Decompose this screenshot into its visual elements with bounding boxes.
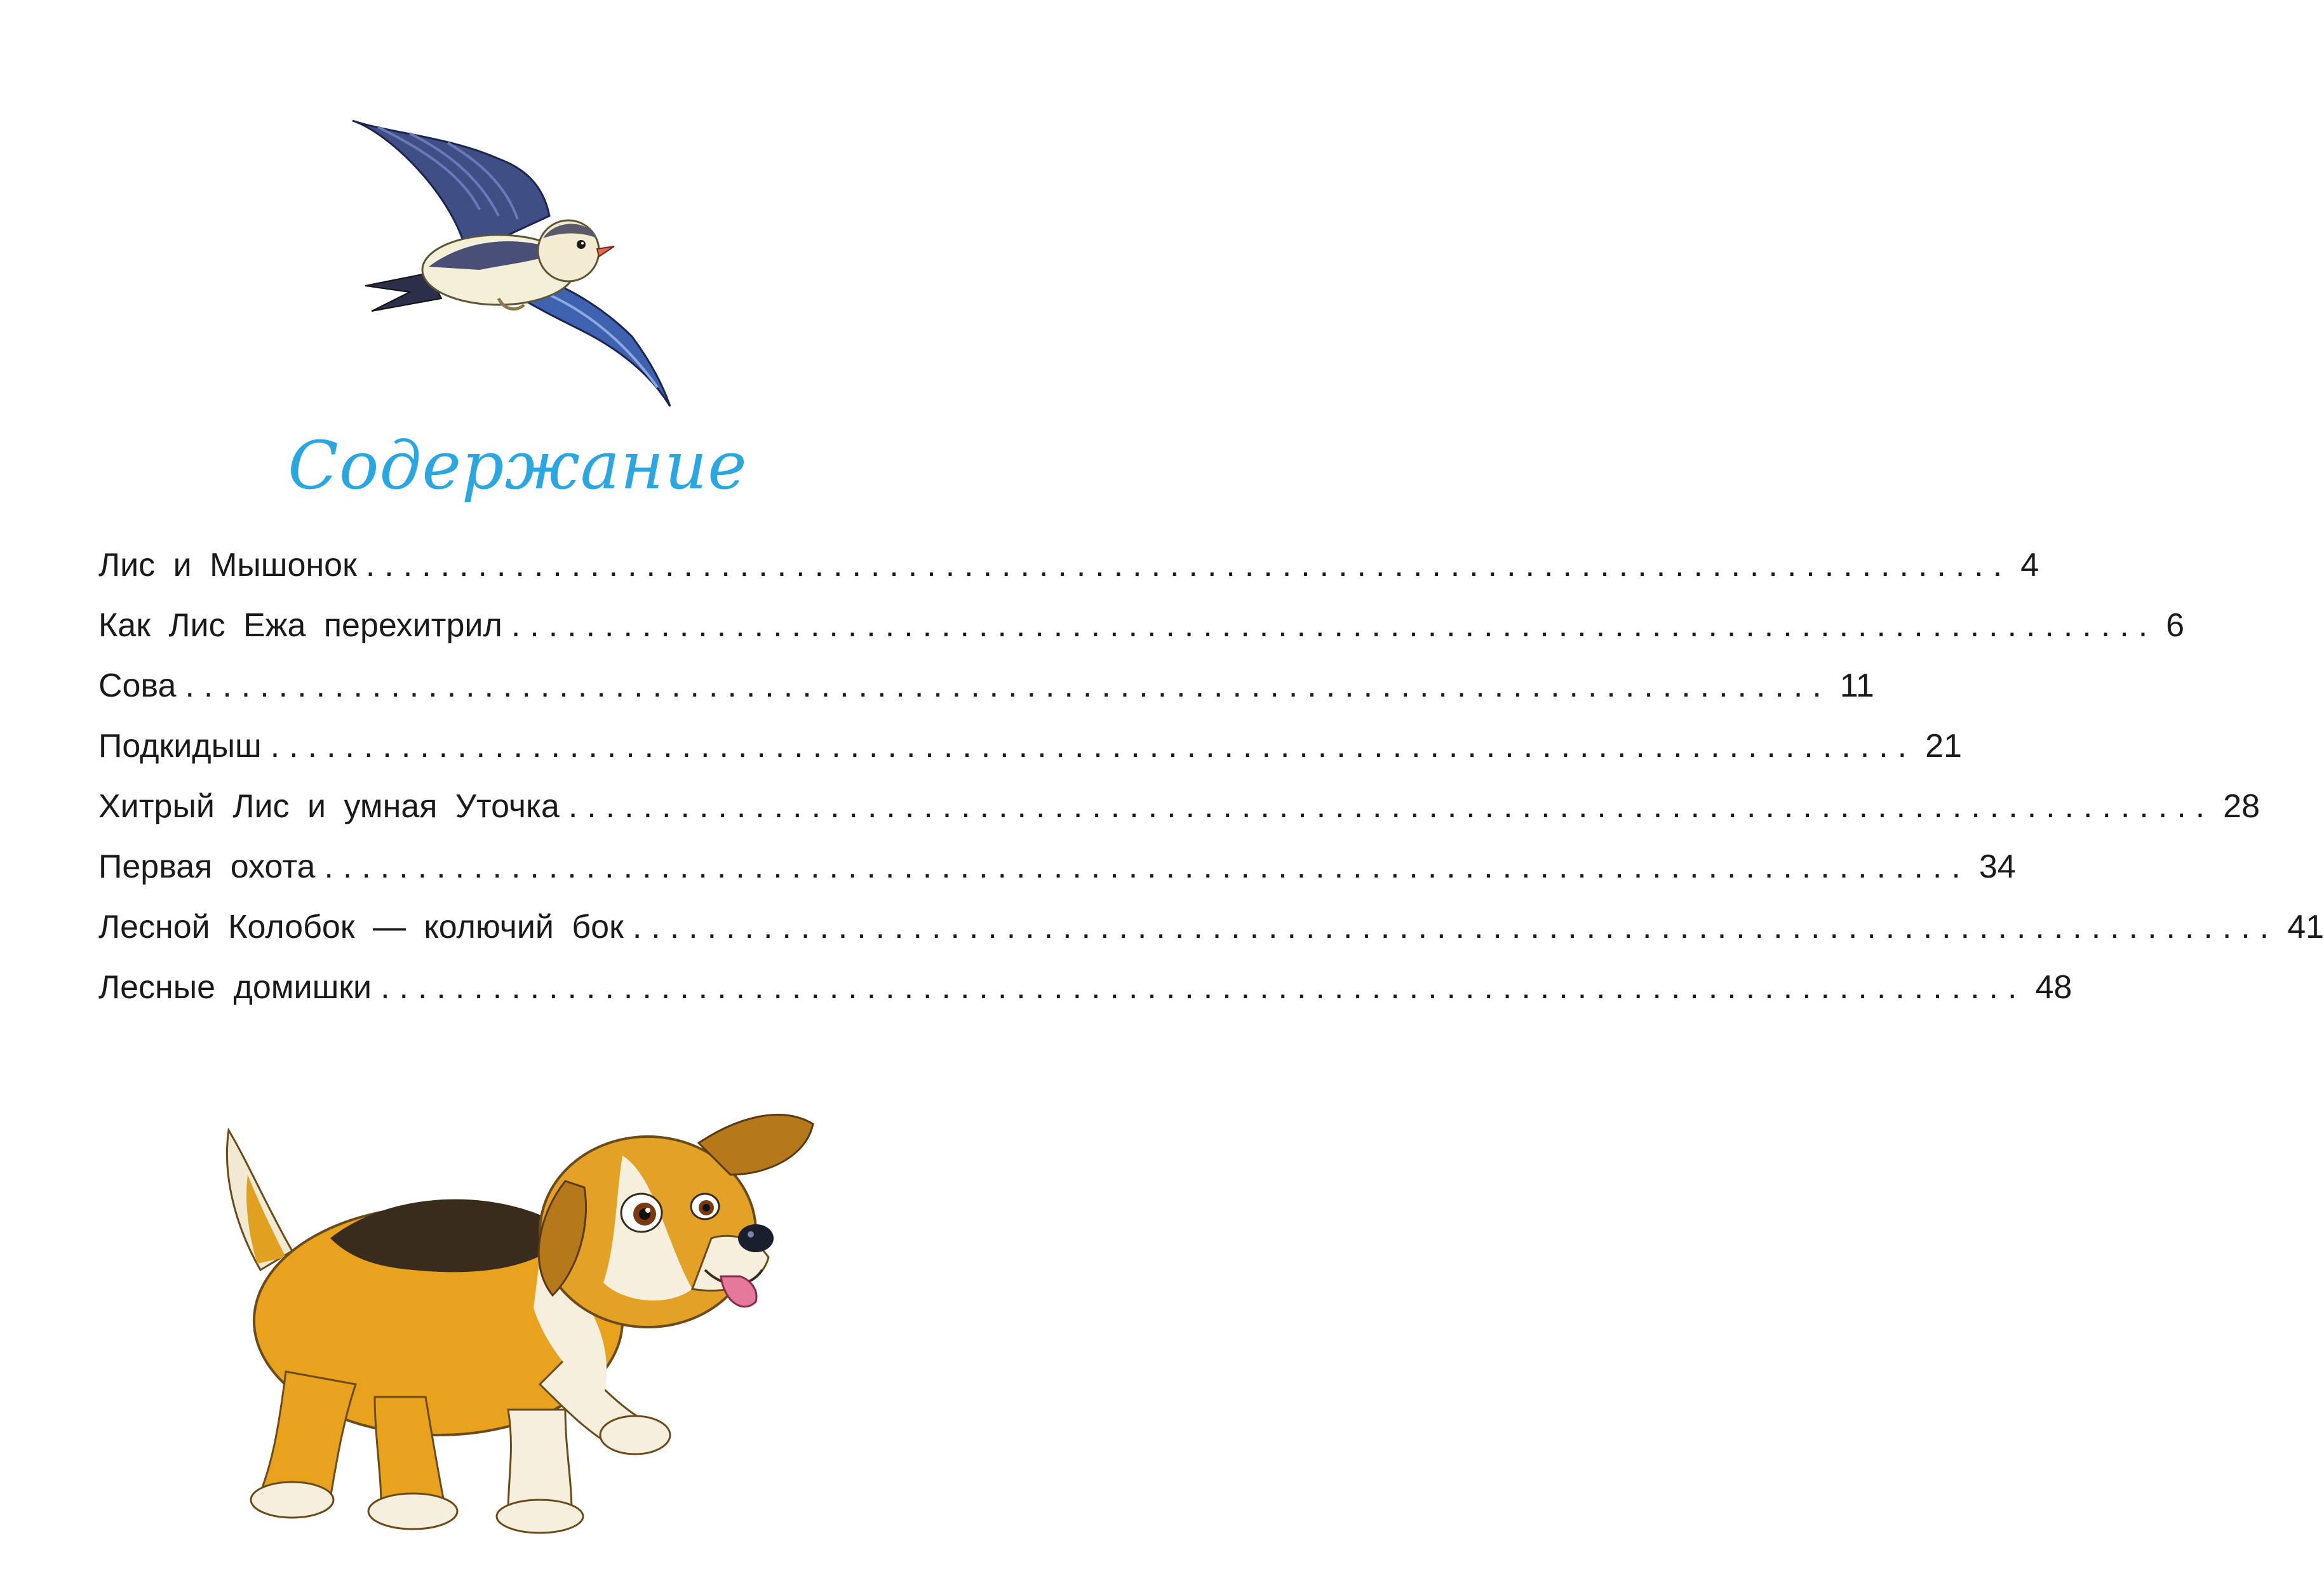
toc-leader-dots: ........................................................................................ [365,547,2012,584]
toc-entry[interactable] [98,968,2072,1029]
toc-entry-title: Подкидыш [98,728,262,765]
table-of-contents [98,546,2324,1029]
toc-entry[interactable] [98,606,2185,667]
toc-leader-dots: ........................................................................................ [511,607,2158,644]
toc-entry-page: 11 [1839,667,1874,704]
toc-entry-title: Как Лис Ежа перехитрил [98,607,502,644]
toc-entry-title: Лис и Мышонок [98,547,357,584]
toc-entry-page: 4 [2020,547,2039,584]
toc-leader-dots: ........................................................................................ [324,848,1970,885]
toc-entry-page: 21 [1925,728,1962,765]
toc-entry-page: 41 [2287,909,2324,945]
toc-leader-dots: ........................................................................................ [270,728,1917,765]
toc-entry[interactable] [98,546,2039,606]
puppy-illustration [210,1079,819,1537]
toc-entry-page: 28 [2223,788,2260,825]
toc-leader-dots: ........................................................................................ [632,909,2279,945]
toc-leader-dots: ........................................................................................ [185,667,1831,704]
toc-entry-page: 6 [2166,607,2185,644]
toc-leader-dots: ........................................................................................ [380,969,2027,1006]
toc-entry-page: 34 [1978,848,2016,885]
toc-entry-page: 48 [2035,969,2072,1006]
toc-entry[interactable] [98,667,1874,727]
toc-entry-title: Сова [98,667,177,704]
page-title: Содержание [288,427,748,504]
toc-leader-dots: ........................................................................................ [568,788,2215,825]
toc-entry[interactable] [98,787,2260,848]
toc-entry-title: Лесные домишки [98,969,372,1006]
toc-entry[interactable] [98,727,1962,787]
toc-entry-title: Лесной Колобок — колючий бок [98,909,624,945]
toc-entry[interactable] [98,848,2016,908]
toc-entry-title: Первая охота [98,848,316,885]
swallow-illustration [353,108,683,413]
toc-entry-title: Хитрый Лис и умная Уточка [98,788,560,825]
toc-entry[interactable] [98,908,2324,968]
